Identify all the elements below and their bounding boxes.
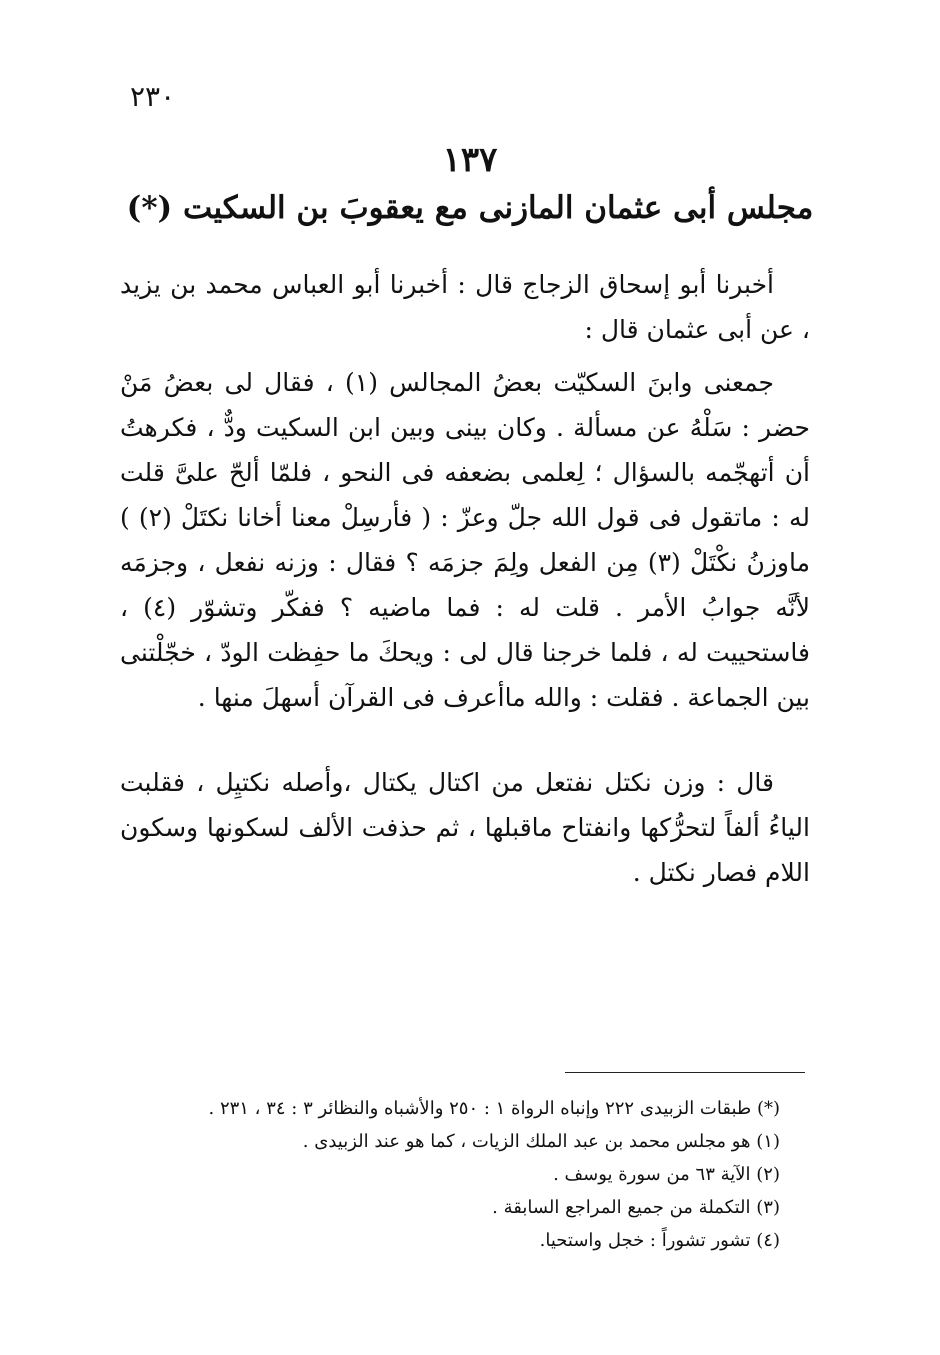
footnote-item: (٣) التكملة من جميع المراجع السابقة . — [492, 1197, 780, 1218]
footnote-item: (٤) تشور تشوراً : خجل واستحيا. — [539, 1230, 780, 1251]
footnote-item: (٢) الآية ٦٣ من سورة يوسف . — [553, 1164, 780, 1185]
main-paragraph — [120, 360, 810, 720]
paragraph-text: جمعنى وابنَ السكيّت بعضُ المجالس (١) ، فقال لى بعضُ مَنْ حضر : سَلْهُ عن مسألة . وكان بينى وبين ابن السكيت ودٌّ ، فكرهتُ أن أتهجّمه بالسؤال ؛ لِعلمى بضعفه فى النحو ، فلمّا ألحّ علىَّ قلت له : ماتقول فى قول الله جلّ وعزّ : ( فأرسِلْ معنا أخانا نكتَلْ (٢) ) ماوزنُ نكْتَلْ (٣) مِن الفعل ولِمَ جزمَه ؟ فقال : وزنه نفعل ، وجزمَه لأنَّه جوابُ الأمر . قلت له : فما ماضيه ؟ ففكّر وتشوّر (٤) ، فاستحييت له ، فلما خرجنا قال لى : ويحكَ ما حفِظت الودّ ، خجّلْتنى بين الجماعة . فقلت : والله ماأعرف فى القرآن أسهلَ منها . — [120, 368, 810, 712]
paragraph-text: قال : وزن نكتل نفتعل من اكتال يكتال ،وأصله نكتيِل ، فقلبت الياءُ ألفاً لتحرُّكها وانفتاح ماقبلها ، ثم حذفت الألف لسكونها وسكون اللام فصار نكتل . — [120, 768, 810, 887]
intro-paragraph — [120, 262, 810, 352]
footnotes-list — [180, 1092, 780, 1257]
closing-paragraph — [120, 760, 810, 895]
chapter-title: مجلس أبى عثمان المازنى مع يعقوبَ بن السكيت (*) — [126, 190, 814, 226]
chapter-number: ١٣٧ — [442, 140, 498, 180]
footnote-divider — [565, 1072, 805, 1073]
footnote-item: (*) طبقات الزبيدى ٢٢٢ وإنباه الرواة ١ : ٢٥٠ والأشباه والنظائر ٣ : ٣٤ ، ٢٣١ . — [208, 1098, 780, 1119]
paragraph-text: أخبرنا أبو إسحاق الزجاج قال : أخبرنا أبو العباس محمد بن يزيد ، عن أبى عثمان قال : — [120, 270, 810, 344]
footnote-item: (١) هو مجلس محمد بن عبد الملك الزيات ، كما هو عند الزبيدى . — [302, 1131, 780, 1152]
page-number: ٢٣٠ — [130, 80, 176, 113]
